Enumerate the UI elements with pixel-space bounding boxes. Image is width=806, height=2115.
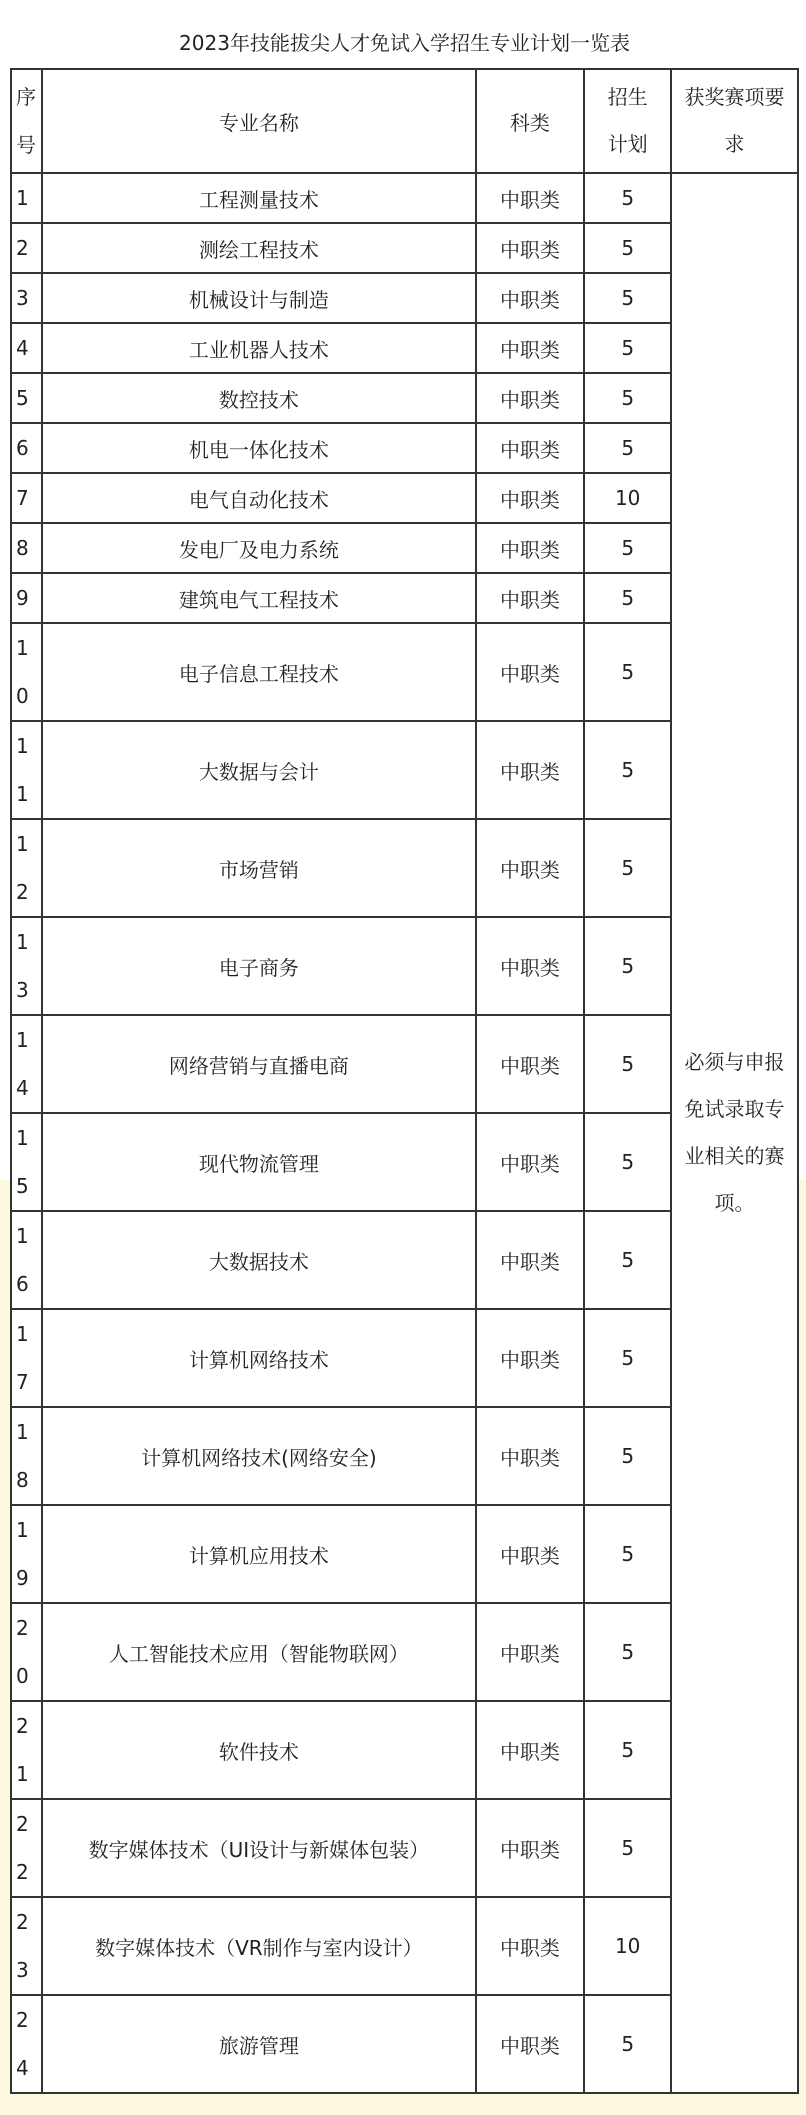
table-header-row: [11, 69, 798, 173]
row-index: 2: [11, 223, 42, 273]
row-major-name: 电子商务: [42, 917, 475, 1015]
row-major-name: 测绘工程技术: [42, 223, 475, 273]
row-index: 5: [11, 373, 42, 423]
row-category: 中职类: [476, 323, 585, 373]
row-category: 中职类: [476, 1211, 585, 1309]
row-category: 中职类: [476, 1309, 585, 1407]
row-index: 1: [11, 173, 42, 223]
row-index: 22: [11, 1799, 42, 1897]
row-index: 21: [11, 1701, 42, 1799]
row-major-name: 发电厂及电力系统: [42, 523, 475, 573]
row-category: 中职类: [476, 223, 585, 273]
row-major-name: 数字媒体技术（UI设计与新媒体包装）: [42, 1799, 475, 1897]
row-category: 中职类: [476, 1701, 585, 1799]
header-requirement: 获奖赛项要求: [671, 69, 798, 173]
row-major-name: 电子信息工程技术: [42, 623, 475, 721]
row-category: 中职类: [476, 819, 585, 917]
row-major-name: 大数据与会计: [42, 721, 475, 819]
row-major-name: 建筑电气工程技术: [42, 573, 475, 623]
row-major-name: 机械设计与制造: [42, 273, 475, 323]
row-category: 中职类: [476, 1015, 585, 1113]
row-category: 中职类: [476, 1603, 585, 1701]
row-major-name: 数控技术: [42, 373, 475, 423]
header-quota: 招生计划: [584, 69, 671, 173]
header-major: 专业名称: [42, 69, 475, 173]
row-category: 中职类: [476, 721, 585, 819]
row-index: 15: [11, 1113, 42, 1211]
row-index: 23: [11, 1897, 42, 1995]
row-index: 9: [11, 573, 42, 623]
row-quota: 5: [584, 1701, 671, 1799]
row-category: 中职类: [476, 473, 585, 523]
row-category: 中职类: [476, 523, 585, 573]
row-index: 6: [11, 423, 42, 473]
row-major-name: 机电一体化技术: [42, 423, 475, 473]
row-major-name: 人工智能技术应用（智能物联网）: [42, 1603, 475, 1701]
row-index: 4: [11, 323, 42, 373]
row-major-name: 旅游管理: [42, 1995, 475, 2093]
requirement-cell: 必须与申报免试录取专业相关的赛项。: [671, 173, 798, 2093]
row-category: 中职类: [476, 1995, 585, 2093]
row-index: 12: [11, 819, 42, 917]
row-category: 中职类: [476, 1799, 585, 1897]
row-quota: 5: [584, 173, 671, 223]
row-quota: 5: [584, 1309, 671, 1407]
row-category: 中职类: [476, 373, 585, 423]
row-quota: 5: [584, 721, 671, 819]
row-category: 中职类: [476, 423, 585, 473]
row-index: 16: [11, 1211, 42, 1309]
row-category: 中职类: [476, 1505, 585, 1603]
row-index: 19: [11, 1505, 42, 1603]
row-major-name: 市场营销: [42, 819, 475, 917]
row-quota: 5: [584, 1799, 671, 1897]
row-index: 17: [11, 1309, 42, 1407]
row-major-name: 电气自动化技术: [42, 473, 475, 523]
row-quota: 5: [584, 223, 671, 273]
row-index: 24: [11, 1995, 42, 2093]
enrollment-plan-table: [10, 68, 799, 2094]
row-index: 18: [11, 1407, 42, 1505]
row-quota: 5: [584, 1407, 671, 1505]
row-index: 10: [11, 623, 42, 721]
row-major-name: 现代物流管理: [42, 1113, 475, 1211]
row-quota: 5: [584, 273, 671, 323]
table-body: [11, 173, 798, 2093]
row-quota: 5: [584, 323, 671, 373]
row-category: 中职类: [476, 1897, 585, 1995]
row-index: 8: [11, 523, 42, 573]
table-title: 2023年技能拔尖人才免试入学招生专业计划一览表: [179, 31, 630, 55]
header-category: 科类: [476, 69, 585, 173]
row-quota: 10: [584, 473, 671, 523]
row-index: 13: [11, 917, 42, 1015]
row-category: 中职类: [476, 917, 585, 1015]
table-row: [11, 173, 798, 223]
row-index: 11: [11, 721, 42, 819]
row-category: 中职类: [476, 173, 585, 223]
row-major-name: 工程测量技术: [42, 173, 475, 223]
row-index: 20: [11, 1603, 42, 1701]
row-index: 3: [11, 273, 42, 323]
row-index: 14: [11, 1015, 42, 1113]
row-index: 7: [11, 473, 42, 523]
row-category: 中职类: [476, 1113, 585, 1211]
row-quota: 5: [584, 623, 671, 721]
row-major-name: 计算机应用技术: [42, 1505, 475, 1603]
row-quota: 5: [584, 1113, 671, 1211]
row-quota: 5: [584, 1015, 671, 1113]
row-quota: 5: [584, 423, 671, 473]
row-quota: 5: [584, 1603, 671, 1701]
row-major-name: 数字媒体技术（VR制作与室内设计）: [42, 1897, 475, 1995]
row-major-name: 计算机网络技术(网络安全): [42, 1407, 475, 1505]
row-category: 中职类: [476, 623, 585, 721]
row-category: 中职类: [476, 1407, 585, 1505]
header-index: 序号: [11, 69, 42, 173]
row-major-name: 工业机器人技术: [42, 323, 475, 373]
row-quota: 5: [584, 523, 671, 573]
row-major-name: 计算机网络技术: [42, 1309, 475, 1407]
row-category: 中职类: [476, 273, 585, 323]
row-major-name: 网络营销与直播电商: [42, 1015, 475, 1113]
row-quota: 5: [584, 573, 671, 623]
row-quota: 5: [584, 1995, 671, 2093]
row-quota: 5: [584, 819, 671, 917]
row-quota: 5: [584, 1211, 671, 1309]
row-quota: 5: [584, 917, 671, 1015]
row-major-name: 软件技术: [42, 1701, 475, 1799]
row-quota: 5: [584, 373, 671, 423]
row-quota: 10: [584, 1897, 671, 1995]
row-category: 中职类: [476, 573, 585, 623]
row-quota: 5: [584, 1505, 671, 1603]
row-major-name: 大数据技术: [42, 1211, 475, 1309]
